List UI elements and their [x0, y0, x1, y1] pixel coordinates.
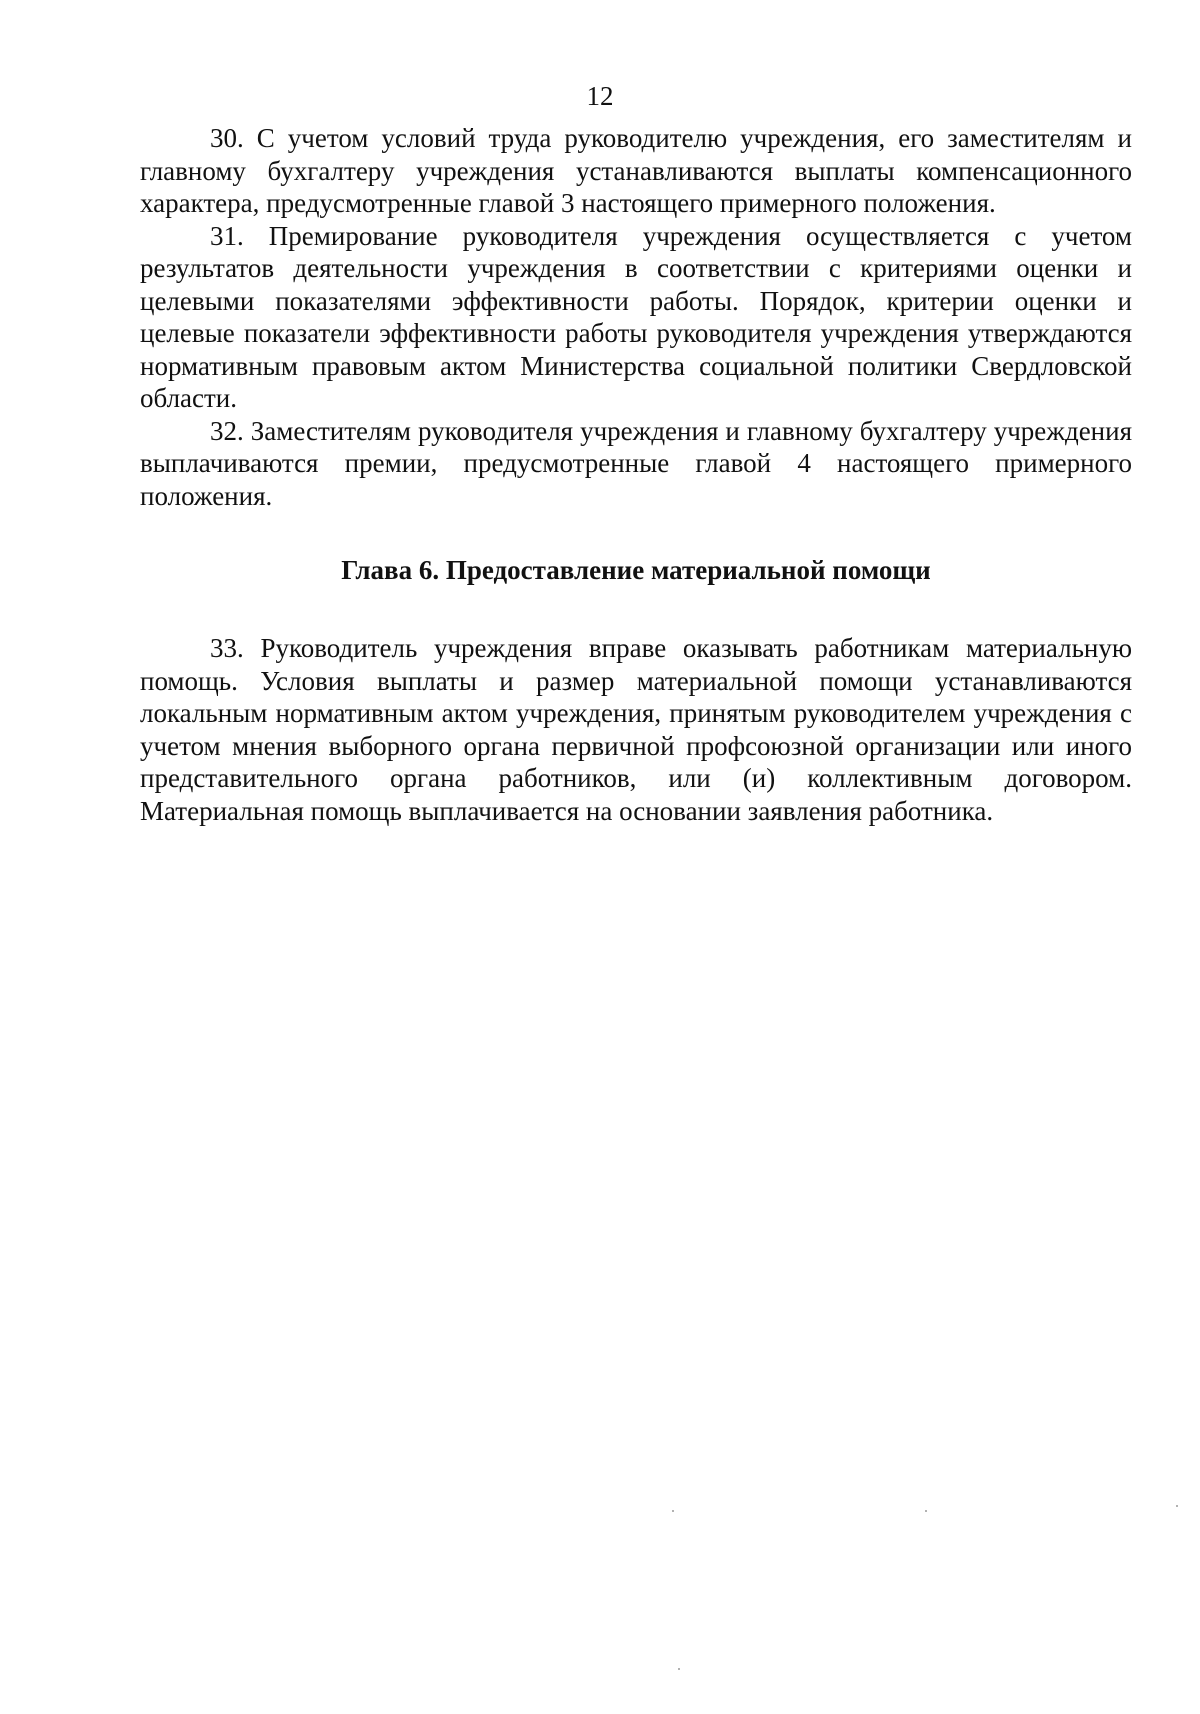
paragraph-32: 32. Заместителям руководителя учреждения и главному бухгалтеру учреждения выплачиваются премии, предусмотренные главой 4 настоящего примерного положения. [140, 415, 1132, 511]
scan-speck [925, 1510, 927, 1512]
paragraph-30: 30. С учетом условий труда руководителю учреждения, его заместителям и главному бухгалтеру учреждения устанавливаются выплаты компенсационного характера, предусмотренные главой 3 настоящего примерного положения. [140, 123, 1132, 218]
scan-speck [678, 1668, 680, 1670]
scan-speck [672, 1510, 674, 1512]
document-body [140, 122, 1132, 827]
paragraph-33: 33. Руководитель учреждения вправе оказывать работникам материальную помощь. Условия выплаты и размер материальной помощи устанавливаются локальным нормативным актом учреждения, принятым руководителем учреждения с учетом мнения выборного органа первичной профсоюзной организации или иного представительного органа работников, или (и) коллективным договором. Материальная помощь выплачивается на основании заявления работника. [140, 633, 1132, 826]
page-number: 12 [586, 81, 614, 111]
scan-speck [1176, 1505, 1178, 1507]
paragraph-31: 31. Премирование руководителя учреждения осуществляется с учетом результатов деятельности учреждения в соответствии с критериями оценки и целевыми показателями эффективности работы. Порядок, критерии оценки и целевые показатели эффективности работы руководителя учреждения утверждаются нормативным правовым актом Министерства социальной политики Свердловской области. [140, 220, 1132, 413]
chapter-title: Глава 6. Предоставление материальной помощи [341, 555, 931, 585]
